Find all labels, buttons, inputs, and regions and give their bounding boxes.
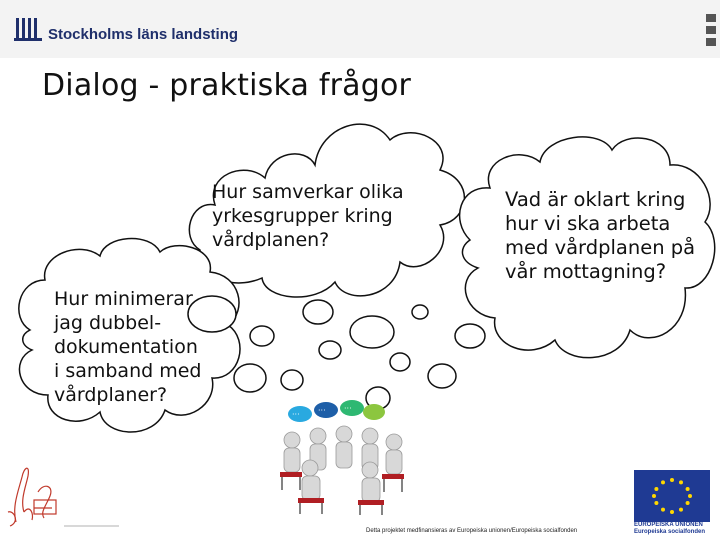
text-line: Hur samverkar olika	[212, 181, 404, 203]
question-collaboration	[212, 180, 432, 252]
text-line: yrkesgrupper kring	[212, 205, 393, 227]
text-line: i samband med	[54, 360, 202, 382]
organization-name: Stockholms läns landsting	[48, 26, 239, 43]
chair-legs	[282, 477, 402, 515]
svg-text:···: ···	[344, 404, 352, 413]
svg-text:···: ···	[292, 410, 300, 419]
text-line: med vårdplanen på	[505, 236, 696, 259]
text-line: Vad är oklart kring	[505, 188, 686, 211]
text-line: vår mottagning?	[505, 260, 667, 283]
text-line: vårdplaner?	[54, 384, 168, 406]
svg-text:···: ···	[318, 406, 326, 415]
handwritten-logo-icon	[4, 452, 124, 532]
discussion-group-icon	[270, 398, 410, 516]
eu-sublabel: Europeiska socialfonden	[634, 529, 706, 535]
slide-title: Dialog - praktiska frågor	[42, 68, 412, 103]
chairs	[280, 472, 404, 505]
eu-flag-icon	[634, 470, 710, 522]
question-unclear	[505, 188, 715, 284]
text-line: Hur minimerar	[54, 288, 193, 310]
funding-note: Detta projektet medfinansieras av Europeiska unionen/Europeiska socialfonden	[366, 528, 578, 534]
text-line: hur vi ska arbeta	[505, 212, 671, 235]
question-documentation	[54, 287, 214, 407]
text-line: jag dubbel-	[54, 312, 162, 334]
eu-label: EUROPEISKA UNIONEN	[634, 522, 703, 528]
text-line: dokumentation	[54, 336, 198, 358]
speech-bubbles	[288, 400, 385, 422]
text-line: vårdplanen?	[212, 229, 330, 251]
eu-caption	[634, 522, 714, 536]
